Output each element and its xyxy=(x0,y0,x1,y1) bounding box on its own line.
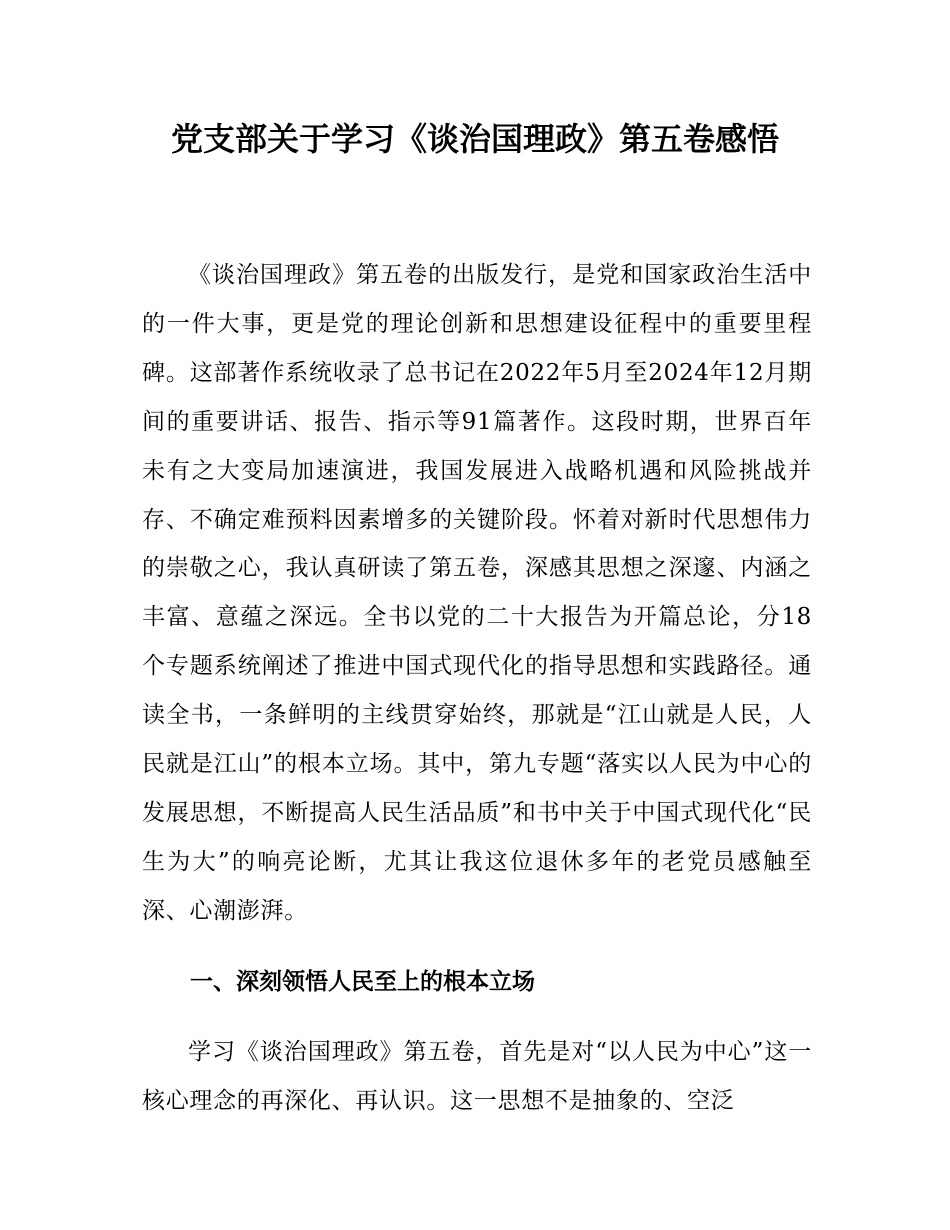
intro-paragraph: 《谈治国理政》第五卷的出版发行，是党和国家政治生活中的一件大事，更是党的理论创新和思想建设征程中的重要里程碑。这部著作系统收录了总书记在2022年5月至2024年12月期间的重要讲话、报告、指示等91篇著作。这段时期，世界百年未有之大变局加速演进，我国发展进入战略机遇和风险挑战并存、不确定难预料因素增多的关键阶段。怀着对新时代思想伟力的崇敬之心，我认真研读了第五卷，深感其思想之深邃、内涵之丰富、意蕴之深远。全书以党的二十大报告为开篇总论，分18个专题系统阐述了推进中国式现代化的指导思想和实践路径。通读全书，一条鲜明的主线贯穿始终，那就是“江山就是人民，人民就是江山”的根本立场。其中，第九专题“落实以人民为中心的发展思想，不断提高人民生活品质”和书中关于中国式现代化“民生为大”的响亮论断，尤其让我这位退休多年的老党员感触至深、心潮澎湃。 xyxy=(142,262,812,924)
document-title: 党支部关于学习《谈治国理政》第五卷感悟 xyxy=(170,120,779,158)
section-1-paragraph: 学习《谈治国理政》第五卷，首先是对“以人民为中心”这一核心理念的再深化、再认识。这一思想不是抽象的、空泛 xyxy=(142,1039,812,1114)
section-heading-1: 一、深刻领悟人民至上的根本立场 xyxy=(190,969,535,995)
